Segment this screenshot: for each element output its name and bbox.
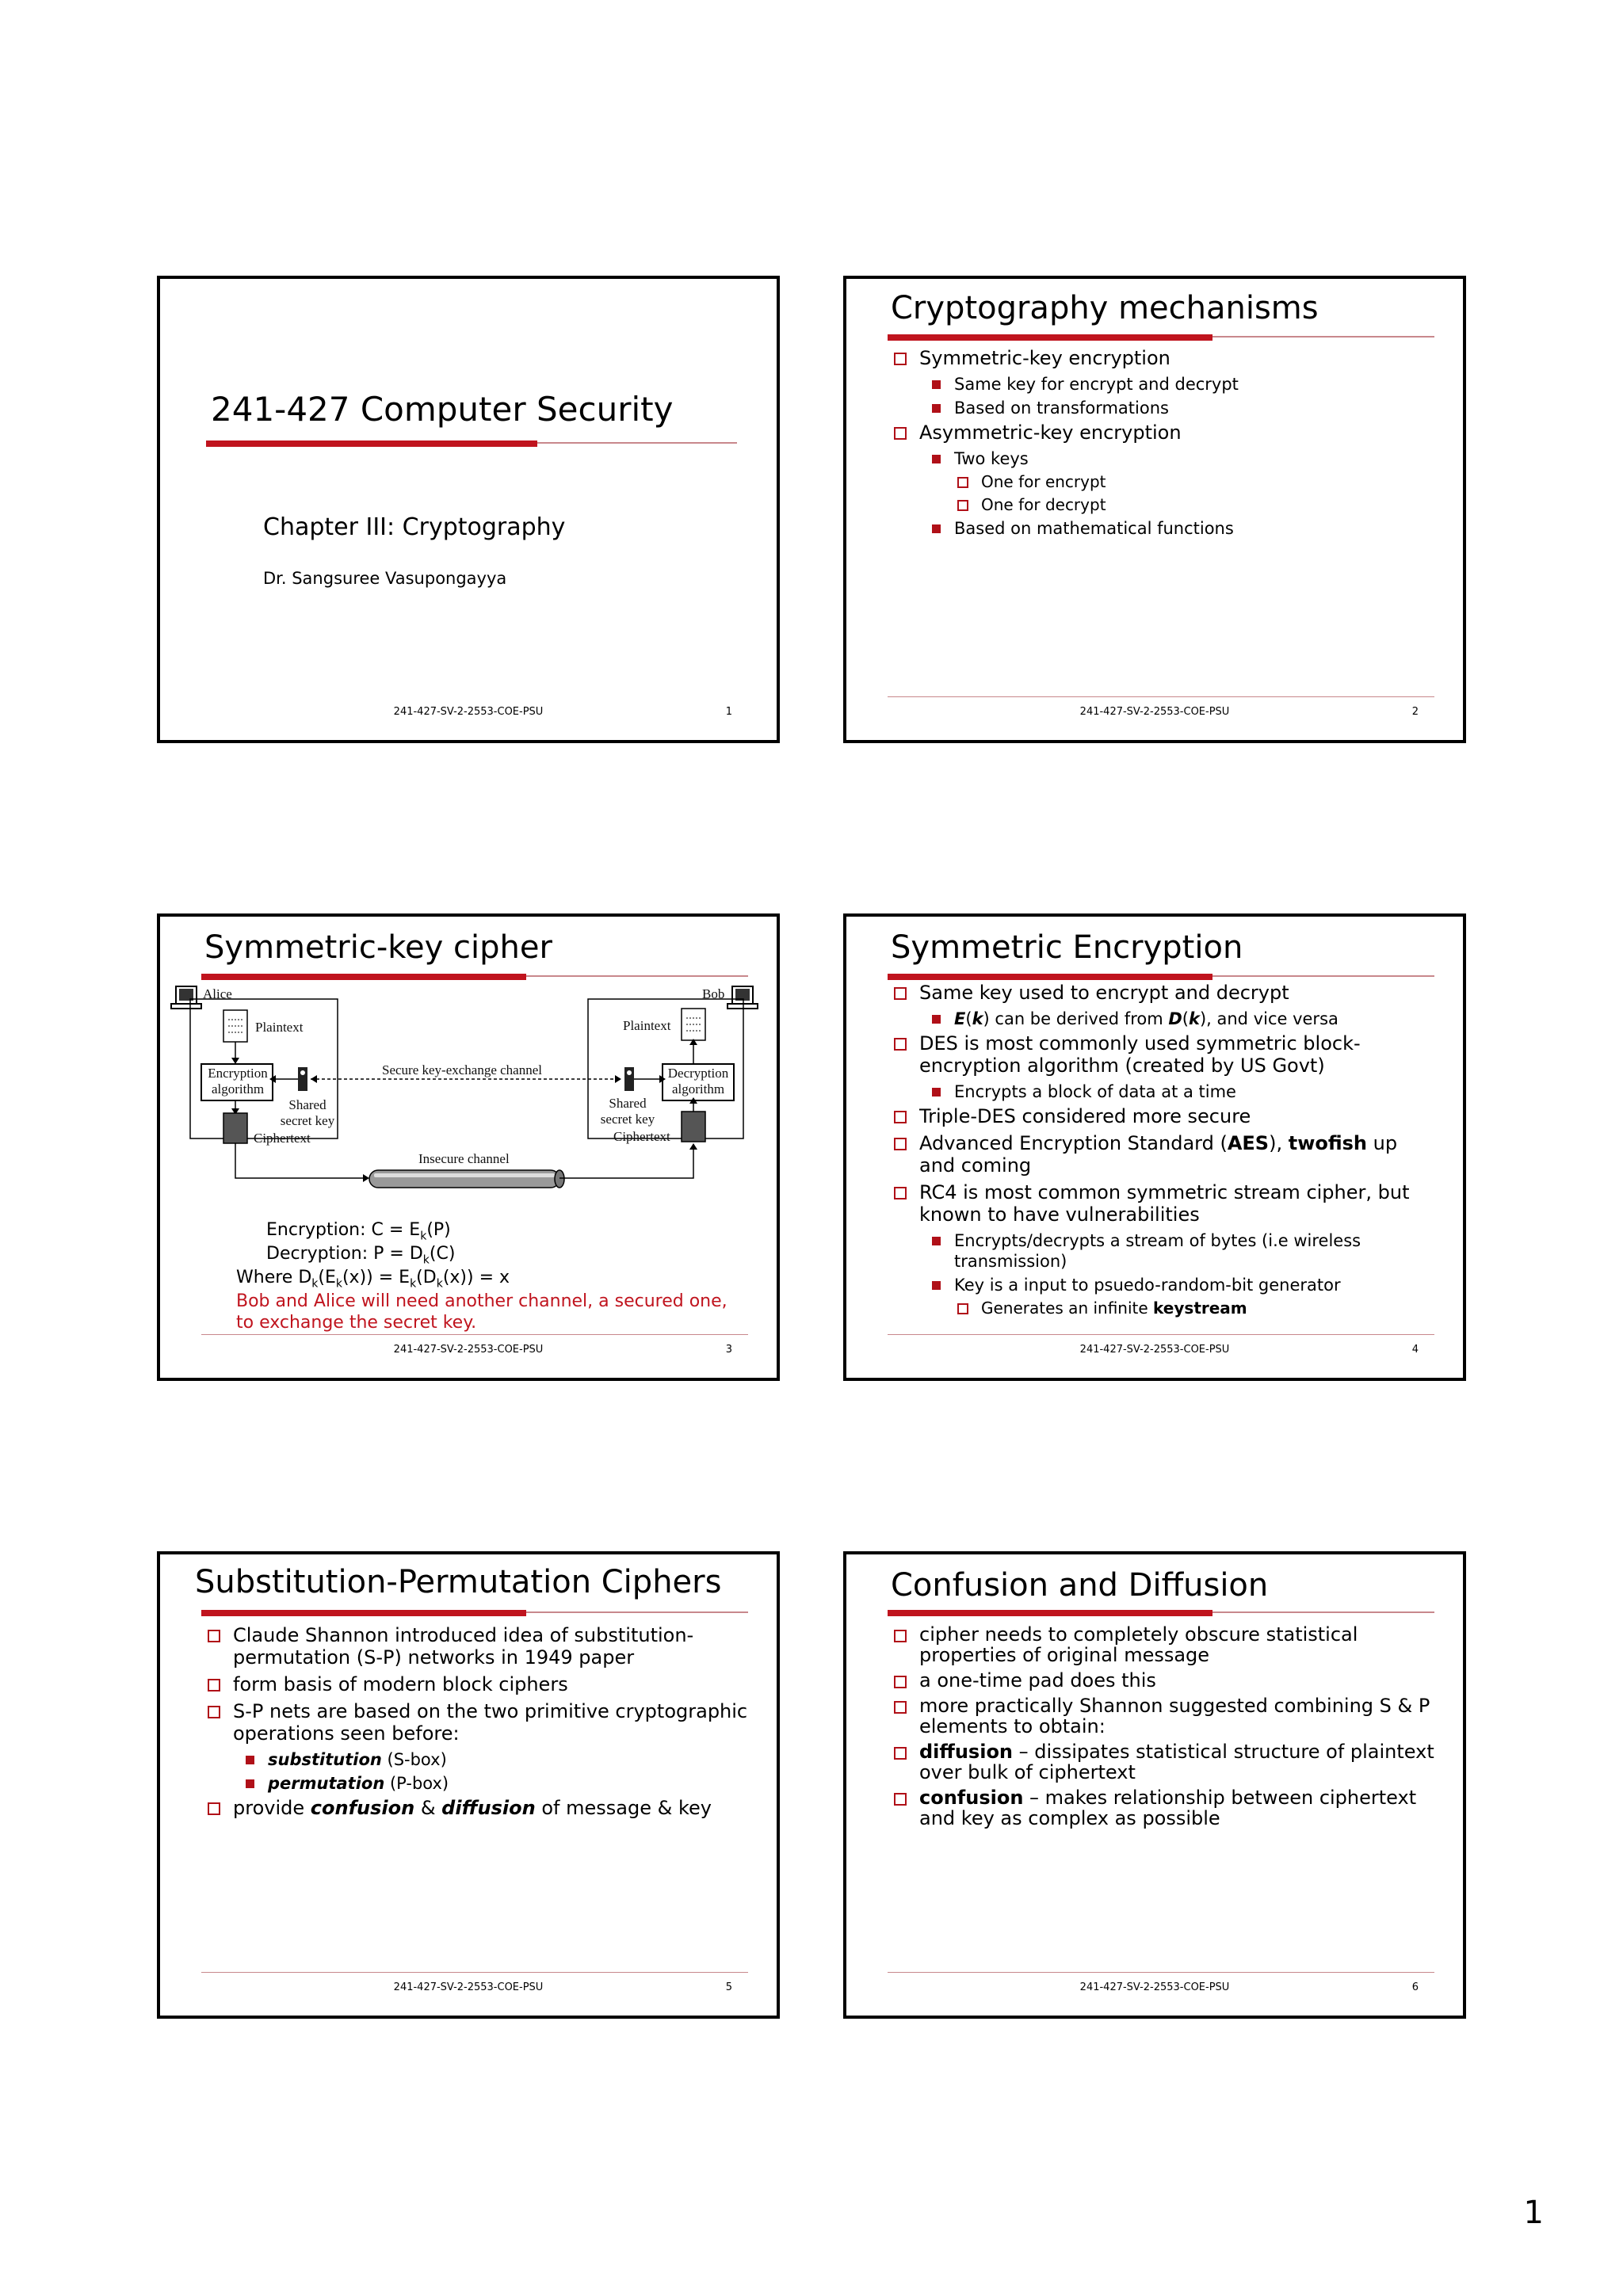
hollow-square-bullet-icon [208, 1706, 220, 1718]
hollow-square-bullet-icon [894, 1676, 907, 1688]
title-rule-thick [206, 441, 537, 447]
slide-footer: 241-427-SV-2-2553-COE-PSU [1079, 706, 1230, 718]
footer-rule [888, 1972, 1434, 1973]
hollow-square-bullet-icon [894, 1630, 907, 1642]
hollow-square-bullet-icon [208, 1679, 220, 1691]
hollow-square-bullet-icon [894, 353, 907, 365]
list-item: more practically Shannon suggested combining S & P elements to obtain: [888, 1695, 1434, 1737]
list-item: DES is most commonly used symmetric block-encryption algorithm (created by US Govt) [888, 1032, 1434, 1077]
slide-number: 3 [725, 1344, 732, 1356]
list-item: RC4 is most common symmetric stream cipher, but known to have vulnerabilities [888, 1181, 1434, 1226]
list-item: substitution (S-box) [201, 1749, 748, 1770]
slide-number: 5 [725, 1981, 732, 1993]
slide-title: 241-427 Computer Security [211, 390, 674, 429]
filled-square-bullet-icon [932, 1088, 941, 1097]
footer-rule [888, 696, 1434, 697]
secure-channel-label: Secure key-exchange channel [382, 1062, 542, 1077]
slide-footer: 241-427-SV-2-2553-COE-PSU [1079, 1981, 1230, 1993]
key-exchange-note: Bob and Alice will need another channel, a secured one, to exchange the secret key. [236, 1291, 727, 1333]
insecure-channel-label: Insecure channel [418, 1151, 510, 1166]
hollow-square-bullet-icon [957, 477, 968, 488]
list-item: Advanced Encryption Standard (AES), twofish up and coming [888, 1132, 1434, 1177]
hollow-square-bullet-icon [894, 1138, 907, 1150]
list-item: Two keys [888, 448, 1434, 469]
slide-1 [157, 276, 780, 743]
list-item: Generates an infinite keystream [888, 1299, 1434, 1318]
hollow-square-bullet-icon [957, 500, 968, 511]
list-item: provide confusion & diffusion of message & key [201, 1797, 748, 1819]
bob-computer-icon [727, 986, 758, 1009]
filled-square-bullet-icon [932, 455, 941, 463]
list-item: form basis of modern block ciphers [201, 1673, 748, 1695]
shared-secret-key-label: Shared secret key [600, 1096, 655, 1127]
bob-label: Bob [702, 986, 725, 1001]
ciphertext-document-icon [223, 1113, 247, 1143]
hollow-square-bullet-icon [894, 1793, 907, 1806]
encryption-algorithm-label: Encryption algorithm [208, 1066, 268, 1097]
slide-number: 1 [725, 706, 732, 718]
slide-4 [843, 913, 1466, 1381]
filled-square-bullet-icon [932, 1015, 941, 1024]
slide-number: 2 [1411, 706, 1419, 718]
hollow-square-bullet-icon [894, 1747, 907, 1760]
footer-rule [888, 1334, 1434, 1335]
ciphertext-label: Ciphertext [613, 1129, 670, 1144]
hollow-square-bullet-icon [894, 1701, 907, 1714]
footer-rule [201, 1334, 748, 1335]
list-item: Triple-DES considered more secure [888, 1105, 1434, 1127]
list-item: cipher needs to completely obscure statistical properties of original message [888, 1624, 1434, 1665]
bullet-list [888, 982, 1434, 1322]
slide-title: Cryptography mechanisms [891, 290, 1319, 326]
plaintext-document-icon [223, 1010, 247, 1042]
slide-3 [157, 913, 780, 1381]
list-item: confusion – makes relationship between ciphertext and key as complex as possible [888, 1787, 1434, 1829]
filled-square-bullet-icon [246, 1756, 254, 1764]
filled-square-bullet-icon [932, 524, 941, 533]
list-item: Claude Shannon introduced idea of substitution-permutation (S-P) networks in 1949 paper [201, 1624, 748, 1669]
slide-footer: 241-427-SV-2-2553-COE-PSU [393, 1344, 544, 1356]
plaintext-label: Plaintext [623, 1018, 671, 1033]
slide-title: Substitution-Permutation Ciphers [195, 1564, 722, 1600]
slide-number: 4 [1411, 1344, 1419, 1356]
slide-footer: 241-427-SV-2-2553-COE-PSU [393, 706, 544, 718]
shared-secret-key-label: Shared secret key [280, 1097, 335, 1128]
hollow-square-bullet-icon [894, 987, 907, 1000]
slide-5 [157, 1551, 780, 2019]
slide-title: Symmetric Encryption [891, 929, 1243, 966]
list-item: Same key used to encrypt and decrypt [888, 982, 1434, 1004]
hollow-square-bullet-icon [894, 1187, 907, 1199]
symmetric-cipher-diagram [160, 978, 780, 1208]
slide-2 [843, 276, 1466, 743]
filled-square-bullet-icon [932, 380, 941, 389]
plaintext-label: Plaintext [255, 1020, 304, 1035]
list-item: Based on transformations [888, 398, 1434, 418]
hollow-square-bullet-icon [957, 1303, 968, 1314]
ciphertext-document-icon [682, 1112, 705, 1142]
key-icon [298, 1067, 307, 1091]
alice-label: Alice [203, 986, 232, 1001]
list-item: Encrypts a block of data at a time [888, 1081, 1434, 1102]
list-item: Asymmetric-key encryption [888, 421, 1434, 444]
alice-computer-icon [171, 986, 201, 1009]
decryption-formula: Decryption: $P = D_k(C)$ [266, 1244, 456, 1267]
hollow-square-bullet-icon [894, 1111, 907, 1123]
ciphertext-label: Ciphertext [254, 1131, 311, 1146]
inverse-formula: Where $D_k(E_k(x)) = E_k(D_k(x)) = x$ [236, 1268, 510, 1291]
list-item: Same key for encrypt and decrypt [888, 374, 1434, 395]
list-item: Based on mathematical functions [888, 518, 1434, 539]
list-item: diffusion – dissipates statistical structure of plaintext over bulk of ciphertext [888, 1741, 1434, 1783]
list-item: Encrypts/decrypts a stream of bytes (i.e wireless transmission) [888, 1230, 1434, 1272]
list-item: Symmetric-key encryption [888, 347, 1434, 369]
list-item: E(k) can be derived from D(k), and vice versa [888, 1009, 1434, 1029]
title-rule-thick [201, 1610, 526, 1616]
decryption-algorithm-label: Decryption algorithm [667, 1066, 729, 1097]
hollow-square-bullet-icon [208, 1630, 220, 1642]
bullet-list [888, 347, 1434, 542]
slide-footer: 241-427-SV-2-2553-COE-PSU [1079, 1344, 1230, 1356]
list-item: permutation (P-box) [201, 1773, 748, 1794]
chapter-subtitle: Chapter III: Cryptography [263, 513, 566, 541]
page-number: 1 [1523, 2195, 1544, 2231]
plaintext-document-icon [682, 1009, 705, 1040]
key-icon [624, 1067, 634, 1091]
list-item: One for encrypt [888, 472, 1434, 492]
list-item: S-P nets are based on the two primitive cryptographic operations seen before: [201, 1700, 748, 1745]
filled-square-bullet-icon [932, 1237, 941, 1245]
title-rule-thick [888, 974, 1212, 980]
encryption-formula: Encryption: $C = E_k(P)$ [266, 1220, 451, 1243]
slide-6 [843, 1551, 1466, 2019]
list-item: a one-time pad does this [888, 1670, 1434, 1691]
insecure-channel-pipe-icon [369, 1170, 564, 1188]
filled-square-bullet-icon [932, 404, 941, 413]
list-item: Key is a input to psuedo-random-bit generator [888, 1275, 1434, 1295]
title-rule-thick [888, 334, 1212, 341]
filled-square-bullet-icon [932, 1281, 941, 1290]
footer-rule [201, 1972, 748, 1973]
slide-title: Confusion and Diffusion [891, 1567, 1269, 1604]
bullet-list [888, 1624, 1434, 1833]
bullet-list [201, 1624, 748, 1824]
slide-footer: 241-427-SV-2-2553-COE-PSU [393, 1981, 544, 1993]
list-item: One for decrypt [888, 495, 1434, 515]
slide-number: 6 [1411, 1981, 1419, 1993]
hollow-square-bullet-icon [894, 1038, 907, 1051]
title-rule-thick [888, 1610, 1212, 1616]
slide-title: Symmetric-key cipher [204, 929, 552, 966]
hollow-square-bullet-icon [894, 427, 907, 440]
filled-square-bullet-icon [246, 1779, 254, 1788]
author: Dr. Sangsuree Vasupongayya [263, 569, 507, 588]
hollow-square-bullet-icon [208, 1802, 220, 1815]
